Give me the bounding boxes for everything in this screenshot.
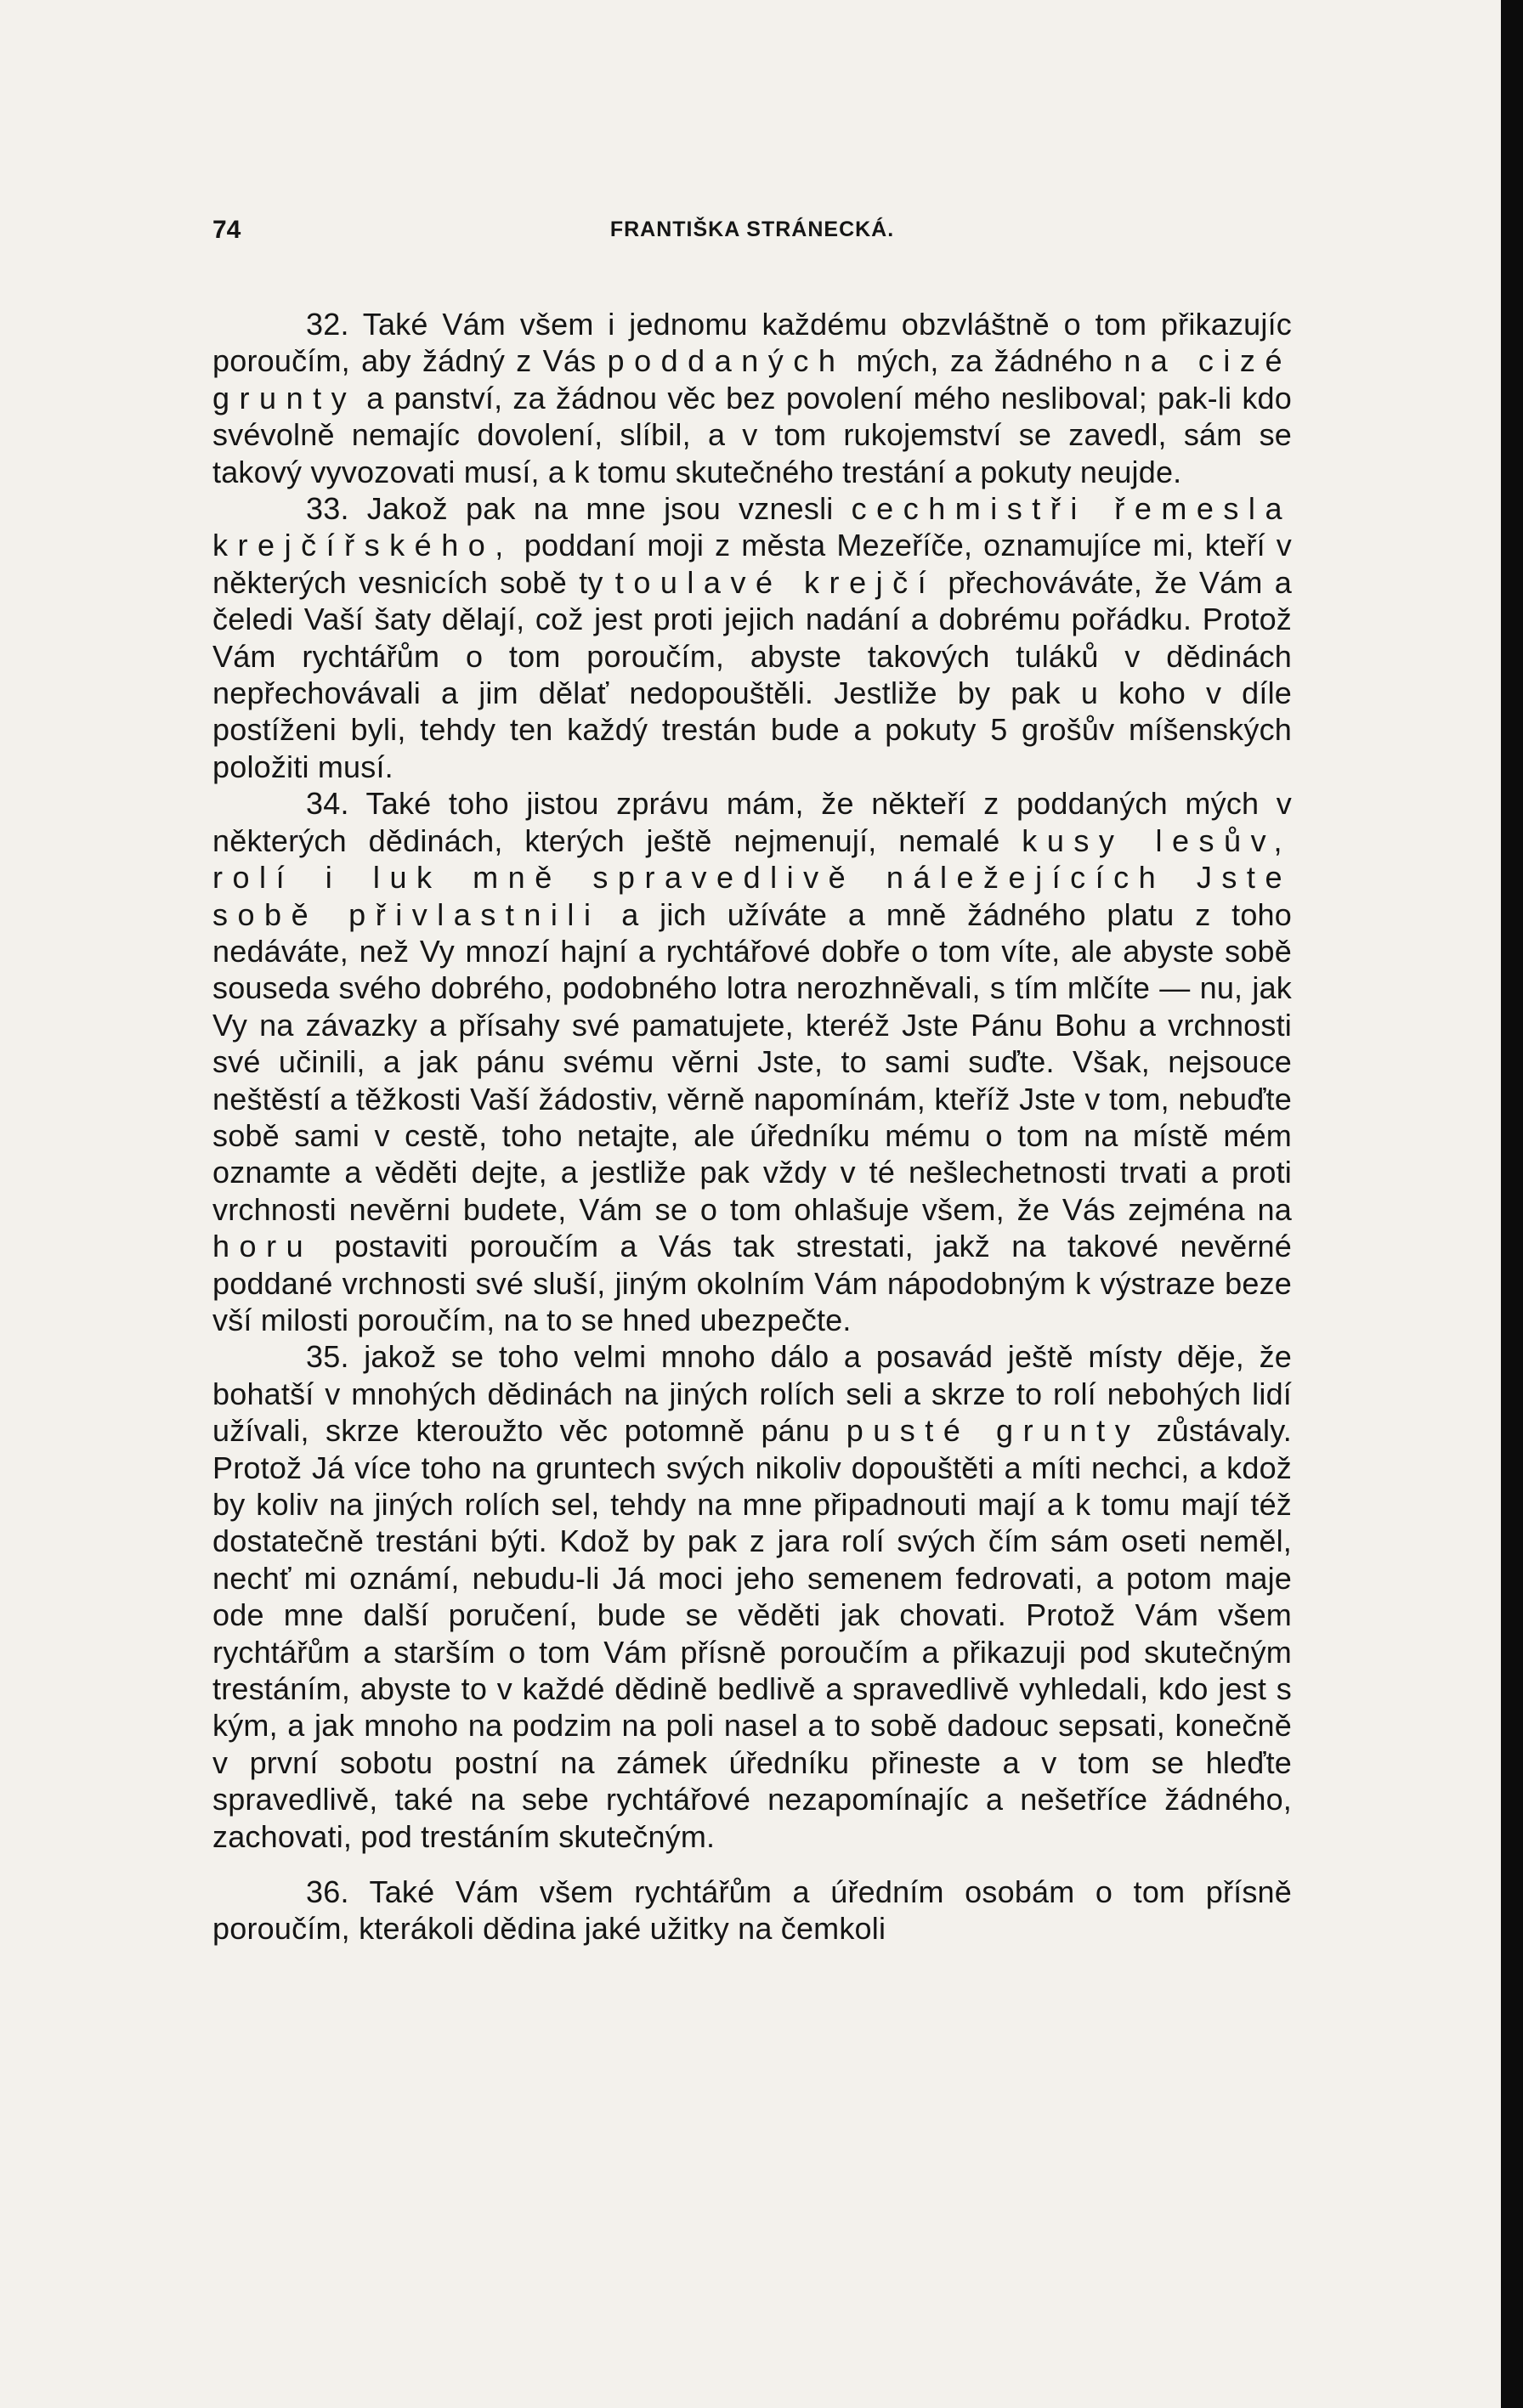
spaced-emphasis: toulavé krejčí [614,564,937,600]
paragraph-number: 34. [306,786,349,822]
spaced-emphasis: na cizé grunty [212,343,1292,415]
spaced-emphasis: pusté grunty [846,1413,1141,1449]
paragraph-36 [212,1874,1292,1947]
paragraph-text: Jakož pak na mne jsou vznesli cechmistři řemesla krejčířského, poddaní moji z města Mezeříče, oznamujíce mi, kteří v některých vesnicích sobě ty toulavé krejčí přechováváte, že Vám a čeledi Vaší šaty dělají, což jest proti jejich nadání a dobrému pořádku. Protož Vám rychtářům o tom poroučím, abyste takových tuláků v dědinách nepřechovávali a jim dělať nedopouštěli. Jestliže by pak u koho v díle postíženi byli, tehdy ten každý trestán bude a pokuty 5 grošův míšenských položiti musí. [212,491,1292,784]
spaced-emphasis: kusy lesův, rolí i luk mně spravedlivě náležejících Jste sobě přivlastnili [212,822,1292,932]
spaced-emphasis: cechmistři řemesla krejčířského, [212,491,1292,563]
paragraph-number: 36. [306,1874,349,1910]
paragraph-33 [212,490,1292,785]
paragraph-number: 32. [306,307,349,342]
paragraph-text: Také toho jistou zprávu mám, že někteří z poddaných mých v některých dědinách, kterých ještě nejmenují, nemalé kusy lesův, rolí i luk mně spravedlivě náležejících Jste sobě přivlastnili a jich užíváte a mně žádného platu z toho nedáváte, než Vy mnozí hajní a rychtářové dobře o tom víte, ale abyste sobě souseda svého dobrého, podobného lotra nerozhněvali, s tím mlčíte — nu, jak Vy na závazky a přísahy své pamatujete, kteréž Jste Pánu Bohu a vrchnosti své učinili, a jak pánu svému věrni Jste, to sami suďte. Však, nejsouce neštěstí a těžkosti Vaší žádostiv, věrně napomínám, kteříž Jste v tom, nebuďte sobě sami v cestě, toho netajte, ale úředníku mému o tom na místě mém oznamte a věděti dejte, a jestliže pak vždy v té nešlechetnosti trvati a proti vrchnosti nevěrni budete, Vám se o tom ohlašuje všem, že Vás zejména na horu postaviti poroučím a Vás tak strestati, jakž na takové nevěrné poddané vrchnosti své sluší, jiným okolním Vám nápodobným k výstraze beze vší milosti poroučím, na to se hned ubezpečte. [212,786,1293,1337]
book-page [212,195,1292,1947]
paragraph-34 [212,785,1292,1338]
paragraph-number: 35. [306,1339,349,1375]
paragraph-text: Také Vám všem rychtářům a úředním osobám o tom přísně poroučím, kterákoli dědina jaké užitky na čemkoli [212,1874,1292,1947]
page-number: 74 [212,216,241,244]
paragraph-text: jakož se toho velmi mnoho dálo a posavád ještě místy děje, že bohatší v mnohých dědinách na jiných rolích seli a skrze to rolí nebohých lidí užívali, skrze kteroužto věc potomně pánu pusté grunty zůstávaly. Protož Já více toho na gruntech svých nikoliv dopouštěti a míti nechci, a kdož by koliv na jiných rolích sel, tehdy na mne připadnouti mají a k tomu mají též dostatečně trestáni býti. Kdož by pak z jara rolí svých čím sám oseti neměl, nechť mi oznámí, nebudu-li Já moci jeho semenem fedrovati, a potom maje ode mne další poručení, bude se věděti jak chovati. Protož Vám všem rychtářům a starším o tom Vám přísně poroučím a přikazuji pod skutečným trestáním, abyste to v každé dědině bedlivě a spravedlivě vyhledali, kdo jest s kým, a jak mnoho na podzim na poli nasel a to sobě dadouc sepsati, konečně v první sobotu postní na zámek úředníku přineste a v tom se hleďte spravedlivě, také na sebe rychtářové nezapomínajíc a nešetříce žádného, zachovati, pod trestáním skutečným. [212,1339,1292,1854]
page-header [212,195,1292,246]
paragraph-32 [212,306,1292,490]
paragraph-text: Také Vám všem i jednomu každému obzvláštně o tom přikazujíc poroučím, aby žádný z Vás poddaných mých, za žádného na cizé grunty a panství, za žádnou věc bez povolení mého nesliboval; pak-li kdo svévolně nemajíc dovolení, slíbil, a v tom rukojemství se zavedl, sám se takový vyvozovati musí, a k tomu skutečného trestání a pokuty neujde. [212,307,1292,489]
page-edge-shadow [1501,0,1523,2408]
paragraph-number: 33. [306,491,349,527]
paragraph-35 [212,1338,1292,1855]
spaced-emphasis: poddaných [607,343,846,379]
running-title: FRANTIŠKA STRÁNECKÁ. [609,218,895,241]
spaced-emphasis: horu [212,1229,314,1264]
